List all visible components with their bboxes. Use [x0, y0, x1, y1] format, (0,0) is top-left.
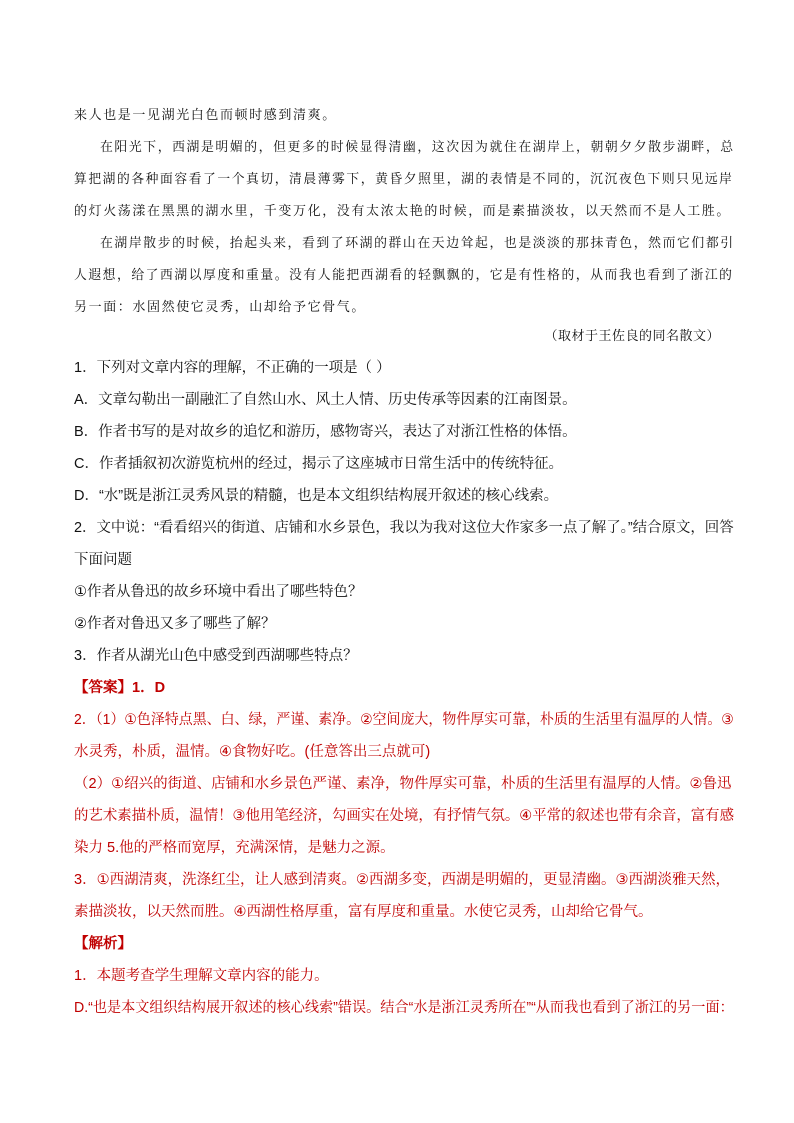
- answer-2-line-5: 染力 5.他的严格而宽厚，充满深情，是魅力之源。: [74, 840, 395, 856]
- question-1-option-d: D．“水”既是浙江灵秀风景的精髓，也是本文组织结构展开叙述的核心线索。: [74, 488, 559, 504]
- passage-source: （取材于王佐良的同名散文）: [544, 329, 720, 344]
- passage-line-5: 在湖岸散步的时候，抬起头来，看到了环湖的群山在天边耸起，也是淡淡的那抹青色，然而它们都引: [100, 236, 735, 251]
- question-2-line-2: 下面问题: [74, 552, 132, 568]
- passage-line-3: 算把湖的各种面容看了一个真切，清晨薄雾下，黄昏夕照里，湖的表情是不同的，沉沉夜色下则只见远岸: [74, 172, 734, 187]
- answer-2-line-3: （2）①绍兴的街道、店铺和水乡景色严谨、素净，物件厚实可靠，朴质的生活里有温厚的人情。②鲁迅: [74, 776, 732, 792]
- answer-2-line-4: 的艺术素描朴质，温情！③他用笔经济，勾画实在处境，有抒情气氛。④平常的叙述也带有余音，富有感: [74, 808, 735, 824]
- analysis-line-1: 1．本题考查学生理解文章内容的能力。: [74, 968, 329, 984]
- question-2-sub-1: ①作者从鲁迅的故乡环境中看出了哪些特色？: [74, 584, 363, 600]
- question-1-option-b: B．作者书写的是对故乡的追忆和游历，感物寄兴，表达了对浙江性格的体悟。: [74, 424, 577, 440]
- question-2-line-1: 2．文中说：“看看绍兴的街道、店铺和水乡景色，我以为我对这位大作家多一点了解了。”结合原文，回答: [74, 520, 734, 536]
- answer-2-line-2: 水灵秀，朴质，温情。④食物好吃。(任意答出三点就可): [74, 744, 431, 760]
- question-1-option-c: C．作者插叙初次游览杭州的经过，揭示了这座城市日常生活中的传统特征。: [74, 456, 563, 472]
- answer-3-line-2: 素描淡妆，以天然而胜。④西湖性格厚重，富有厚度和重量。水使它灵秀，山却给它骨气。: [74, 904, 653, 920]
- answer-header: [74, 676, 165, 697]
- analysis-line-2: D.“也是本文组织结构展开叙述的核心线索”错误。结合“水是浙江灵秀所在”“从而我也看到了浙江的另一面：: [74, 1000, 734, 1016]
- question-1-option-a: A．文章勾勒出一副融汇了自然山水、风土人情、历史传承等因素的江南图景。: [74, 392, 577, 408]
- passage-line-1: 来人也是一见湖光白色而顿时感到清爽。: [74, 108, 337, 123]
- answer-label: 【答案】: [74, 680, 132, 696]
- passage-line-7: 另一面：水固然使它灵秀，山却给予它骨气。: [74, 300, 367, 315]
- passage-line-4: 的灯火荡漾在黑黑的湖水里，千变万化，没有太浓太艳的时候，而是素描淡妆，以天然而不是人工胜。: [74, 204, 732, 219]
- answer-2-line-1: 2．（1）①色泽特点黑、白、绿，严谨、素净。②空间庞大，物件厚实可靠，朴质的生活里有温厚的人情。③: [74, 712, 734, 728]
- analysis-label: 【解析】: [74, 936, 132, 952]
- question-1: 1．下列对文章内容的理解，不正确的一项是（ ）: [74, 360, 391, 376]
- answer-1: 1．D: [132, 680, 166, 696]
- passage-line-2: 在阳光下，西湖是明媚的，但更多的时候显得清幽，这次因为就住在湖岸上，朝朝夕夕散步湖畔，总: [100, 140, 735, 155]
- question-3: 3．作者从湖光山色中感受到西湖哪些特点？: [74, 648, 358, 664]
- answer-3-line-1: 3．①西湖清爽，洗涤红尘，让人感到清爽。②西湖多变，西湖是明媚的，更显清幽。③西湖淡雅天然，: [74, 872, 731, 888]
- question-2-sub-2: ②作者对鲁迅又多了哪些了解？: [74, 616, 276, 632]
- passage-line-6: 人遐想，给了西湖以厚度和重量。没有人能把西湖看的轻飘飘的，它是有性格的，从而我也看到了浙江的: [74, 268, 734, 283]
